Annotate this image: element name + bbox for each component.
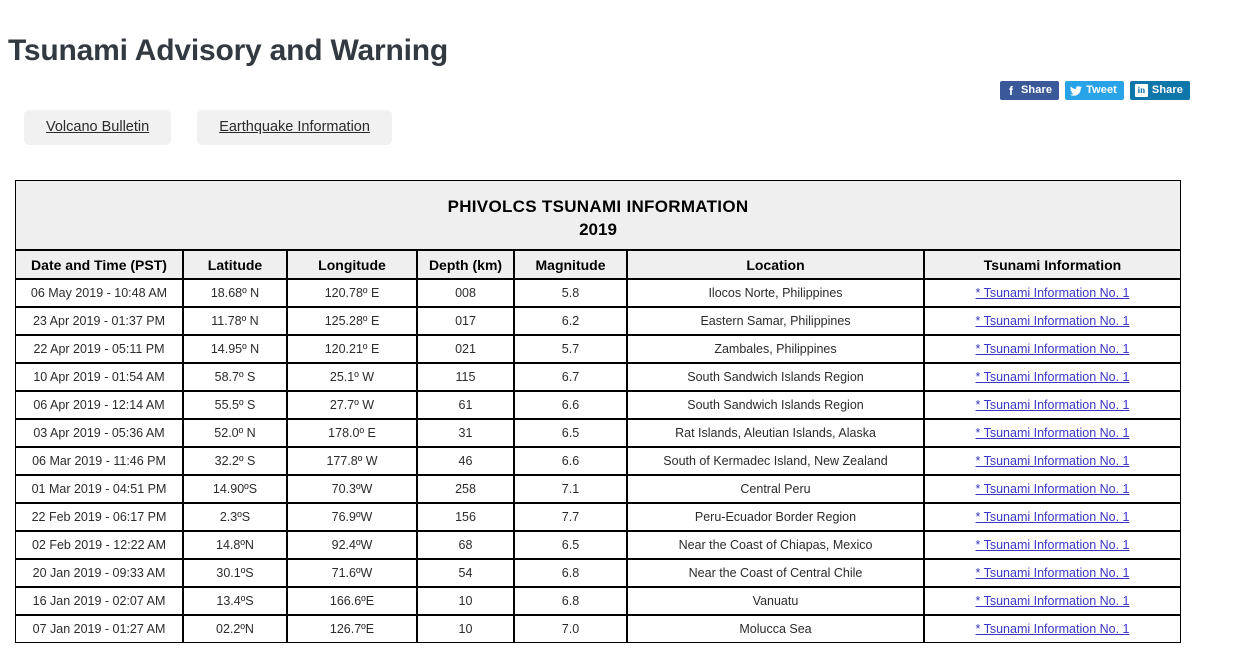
cell-location: Near the Coast of Chiapas, Mexico	[627, 531, 924, 559]
tsunami-information-link[interactable]: * Tsunami Information No. 1	[975, 370, 1130, 384]
table-row	[15, 447, 1181, 475]
cell-longitude: 76.9ºW	[287, 503, 417, 531]
cell-date: 01 Mar 2019 - 04:51 PM	[15, 475, 183, 503]
cell-tsunami-information	[924, 419, 1181, 447]
cell-latitude: 14.90ºS	[183, 475, 287, 503]
cell-magnitude: 6.6	[514, 447, 627, 475]
table-head	[15, 180, 1181, 279]
cell-tsunami-information	[924, 475, 1181, 503]
cell-tsunami-information	[924, 391, 1181, 419]
cell-longitude: 27.7º W	[287, 391, 417, 419]
cell-depth: 68	[417, 531, 514, 559]
cell-longitude: 125.28º E	[287, 307, 417, 335]
column-header-tsunami-information: Tsunami Information	[924, 250, 1181, 279]
cell-depth: 10	[417, 587, 514, 615]
cell-tsunami-information	[924, 363, 1181, 391]
cell-depth: 008	[417, 279, 514, 307]
cell-depth: 31	[417, 419, 514, 447]
cell-magnitude: 7.0	[514, 615, 627, 643]
volcano-bulletin-button[interactable]: Volcano Bulletin	[24, 110, 171, 145]
table-row	[15, 615, 1181, 643]
linkedin-icon: in	[1135, 84, 1148, 97]
cell-date: 06 May 2019 - 10:48 AM	[15, 279, 183, 307]
cell-longitude: 25.1º W	[287, 363, 417, 391]
cell-date: 10 Apr 2019 - 01:54 AM	[15, 363, 183, 391]
tsunami-information-link[interactable]: * Tsunami Information No. 1	[975, 342, 1130, 356]
facebook-icon: f	[1008, 83, 1013, 98]
table-row	[15, 587, 1181, 615]
tsunami-information-link[interactable]: * Tsunami Information No. 1	[975, 426, 1130, 440]
cell-tsunami-information	[924, 335, 1181, 363]
cell-magnitude: 6.5	[514, 419, 627, 447]
table-header-row	[15, 250, 1181, 279]
tsunami-information-link[interactable]: * Tsunami Information No. 1	[975, 454, 1130, 468]
social-share-bar	[1000, 81, 1190, 100]
tsunami-information-link[interactable]: * Tsunami Information No. 1	[975, 566, 1130, 580]
cell-location: South Sandwich Islands Region	[627, 391, 924, 419]
cell-depth: 61	[417, 391, 514, 419]
tsunami-information-table	[15, 180, 1181, 643]
twitter-icon	[1070, 84, 1082, 97]
cell-longitude: 92.4ºW	[287, 531, 417, 559]
column-header-magnitude: Magnitude	[514, 250, 627, 279]
tsunami-information-link[interactable]: * Tsunami Information No. 1	[975, 286, 1130, 300]
cell-latitude: 32.2º S	[183, 447, 287, 475]
cell-location: Near the Coast of Central Chile	[627, 559, 924, 587]
cell-longitude: 71.6ºW	[287, 559, 417, 587]
cell-magnitude: 6.8	[514, 587, 627, 615]
cell-magnitude: 5.7	[514, 335, 627, 363]
cell-latitude: 58.7º S	[183, 363, 287, 391]
tsunami-table-container	[15, 180, 1181, 643]
cell-tsunami-information	[924, 615, 1181, 643]
cell-tsunami-information	[924, 447, 1181, 475]
tsunami-information-link[interactable]: * Tsunami Information No. 1	[975, 398, 1130, 412]
tsunami-information-link[interactable]: * Tsunami Information No. 1	[975, 482, 1130, 496]
cell-magnitude: 6.6	[514, 391, 627, 419]
cell-latitude: 30.1ºS	[183, 559, 287, 587]
cell-tsunami-information	[924, 503, 1181, 531]
table-row	[15, 503, 1181, 531]
cell-magnitude: 6.5	[514, 531, 627, 559]
table-row	[15, 559, 1181, 587]
cell-latitude: 02.2ºN	[183, 615, 287, 643]
tsunami-information-link[interactable]: * Tsunami Information No. 1	[975, 538, 1130, 552]
column-header-longitude: Longitude	[287, 250, 417, 279]
cell-longitude: 166.6ºE	[287, 587, 417, 615]
table-body	[15, 279, 1181, 643]
cell-depth: 156	[417, 503, 514, 531]
tsunami-information-link[interactable]: * Tsunami Information No. 1	[975, 594, 1130, 608]
tsunami-information-link[interactable]: * Tsunami Information No. 1	[975, 510, 1130, 524]
nav-button-row	[24, 110, 392, 145]
cell-longitude: 177.8º W	[287, 447, 417, 475]
tsunami-information-link[interactable]: * Tsunami Information No. 1	[975, 314, 1130, 328]
cell-location: Zambales, Philippines	[627, 335, 924, 363]
cell-date: 02 Feb 2019 - 12:22 AM	[15, 531, 183, 559]
table-row	[15, 363, 1181, 391]
cell-latitude: 55.5º S	[183, 391, 287, 419]
cell-location: Ilocos Norte, Philippines	[627, 279, 924, 307]
cell-location: South of Kermadec Island, New Zealand	[627, 447, 924, 475]
cell-longitude: 120.78º E	[287, 279, 417, 307]
cell-tsunami-information	[924, 279, 1181, 307]
cell-magnitude: 6.7	[514, 363, 627, 391]
cell-location: Peru-Ecuador Border Region	[627, 503, 924, 531]
cell-tsunami-information	[924, 531, 1181, 559]
cell-depth: 54	[417, 559, 514, 587]
cell-date: 23 Apr 2019 - 01:37 PM	[15, 307, 183, 335]
cell-date: 16 Jan 2019 - 02:07 AM	[15, 587, 183, 615]
cell-magnitude: 7.1	[514, 475, 627, 503]
cell-date: 07 Jan 2019 - 01:27 AM	[15, 615, 183, 643]
cell-latitude: 14.8ºN	[183, 531, 287, 559]
cell-depth: 46	[417, 447, 514, 475]
cell-depth: 258	[417, 475, 514, 503]
tsunami-information-link[interactable]: * Tsunami Information No. 1	[975, 622, 1130, 636]
cell-date: 03 Apr 2019 - 05:36 AM	[15, 419, 183, 447]
cell-date: 22 Apr 2019 - 05:11 PM	[15, 335, 183, 363]
cell-date: 06 Mar 2019 - 11:46 PM	[15, 447, 183, 475]
column-header-location: Location	[627, 250, 924, 279]
page-title: Tsunami Advisory and Warning	[8, 34, 449, 68]
cell-latitude: 18.68º N	[183, 279, 287, 307]
cell-depth: 021	[417, 335, 514, 363]
column-header-date: Date and Time (PST)	[15, 250, 183, 279]
cell-magnitude: 6.8	[514, 559, 627, 587]
column-header-latitude: Latitude	[183, 250, 287, 279]
cell-location: Central Peru	[627, 475, 924, 503]
column-header-depth: Depth (km)	[417, 250, 514, 279]
table-caption-main: PHIVOLCS TSUNAMI INFORMATION	[447, 197, 749, 216]
table-row	[15, 531, 1181, 559]
cell-latitude: 14.95º N	[183, 335, 287, 363]
cell-depth: 115	[417, 363, 514, 391]
cell-tsunami-information	[924, 559, 1181, 587]
twitter-tweet-button[interactable]	[1065, 81, 1124, 100]
cell-latitude: 11.78º N	[183, 307, 287, 335]
cell-location: Rat Islands, Aleutian Islands, Alaska	[627, 419, 924, 447]
table-caption-row	[15, 180, 1181, 250]
cell-latitude: 52.0º N	[183, 419, 287, 447]
cell-date: 22 Feb 2019 - 06:17 PM	[15, 503, 183, 531]
twitter-tweet-label: Tweet	[1086, 84, 1117, 96]
cell-depth: 10	[417, 615, 514, 643]
cell-date: 20 Jan 2019 - 09:33 AM	[15, 559, 183, 587]
cell-magnitude: 6.2	[514, 307, 627, 335]
cell-latitude: 2.3ºS	[183, 503, 287, 531]
table-row	[15, 335, 1181, 363]
cell-location: Eastern Samar, Philippines	[627, 307, 924, 335]
linkedin-share-button[interactable]	[1130, 81, 1190, 100]
cell-longitude: 70.3ºW	[287, 475, 417, 503]
cell-date: 06 Apr 2019 - 12:14 AM	[15, 391, 183, 419]
cell-depth: 017	[417, 307, 514, 335]
table-caption	[15, 180, 1181, 250]
table-row	[15, 307, 1181, 335]
table-row	[15, 279, 1181, 307]
facebook-share-label: Share	[1020, 84, 1053, 96]
cell-magnitude: 7.7	[514, 503, 627, 531]
cell-latitude: 13.4ºS	[183, 587, 287, 615]
facebook-share-button[interactable]	[1000, 81, 1059, 100]
table-row	[15, 419, 1181, 447]
linkedin-share-label: Share	[1151, 84, 1183, 96]
table-caption-year: 2019	[579, 220, 617, 239]
earthquake-information-button[interactable]: Earthquake Information	[197, 110, 392, 145]
cell-longitude: 178.0º E	[287, 419, 417, 447]
cell-tsunami-information	[924, 587, 1181, 615]
cell-longitude: 126.7ºE	[287, 615, 417, 643]
table-row	[15, 391, 1181, 419]
cell-tsunami-information	[924, 307, 1181, 335]
cell-longitude: 120.21º E	[287, 335, 417, 363]
cell-location: Molucca Sea	[627, 615, 924, 643]
table-row	[15, 475, 1181, 503]
cell-magnitude: 5.8	[514, 279, 627, 307]
cell-location: Vanuatu	[627, 587, 924, 615]
cell-location: South Sandwich Islands Region	[627, 363, 924, 391]
